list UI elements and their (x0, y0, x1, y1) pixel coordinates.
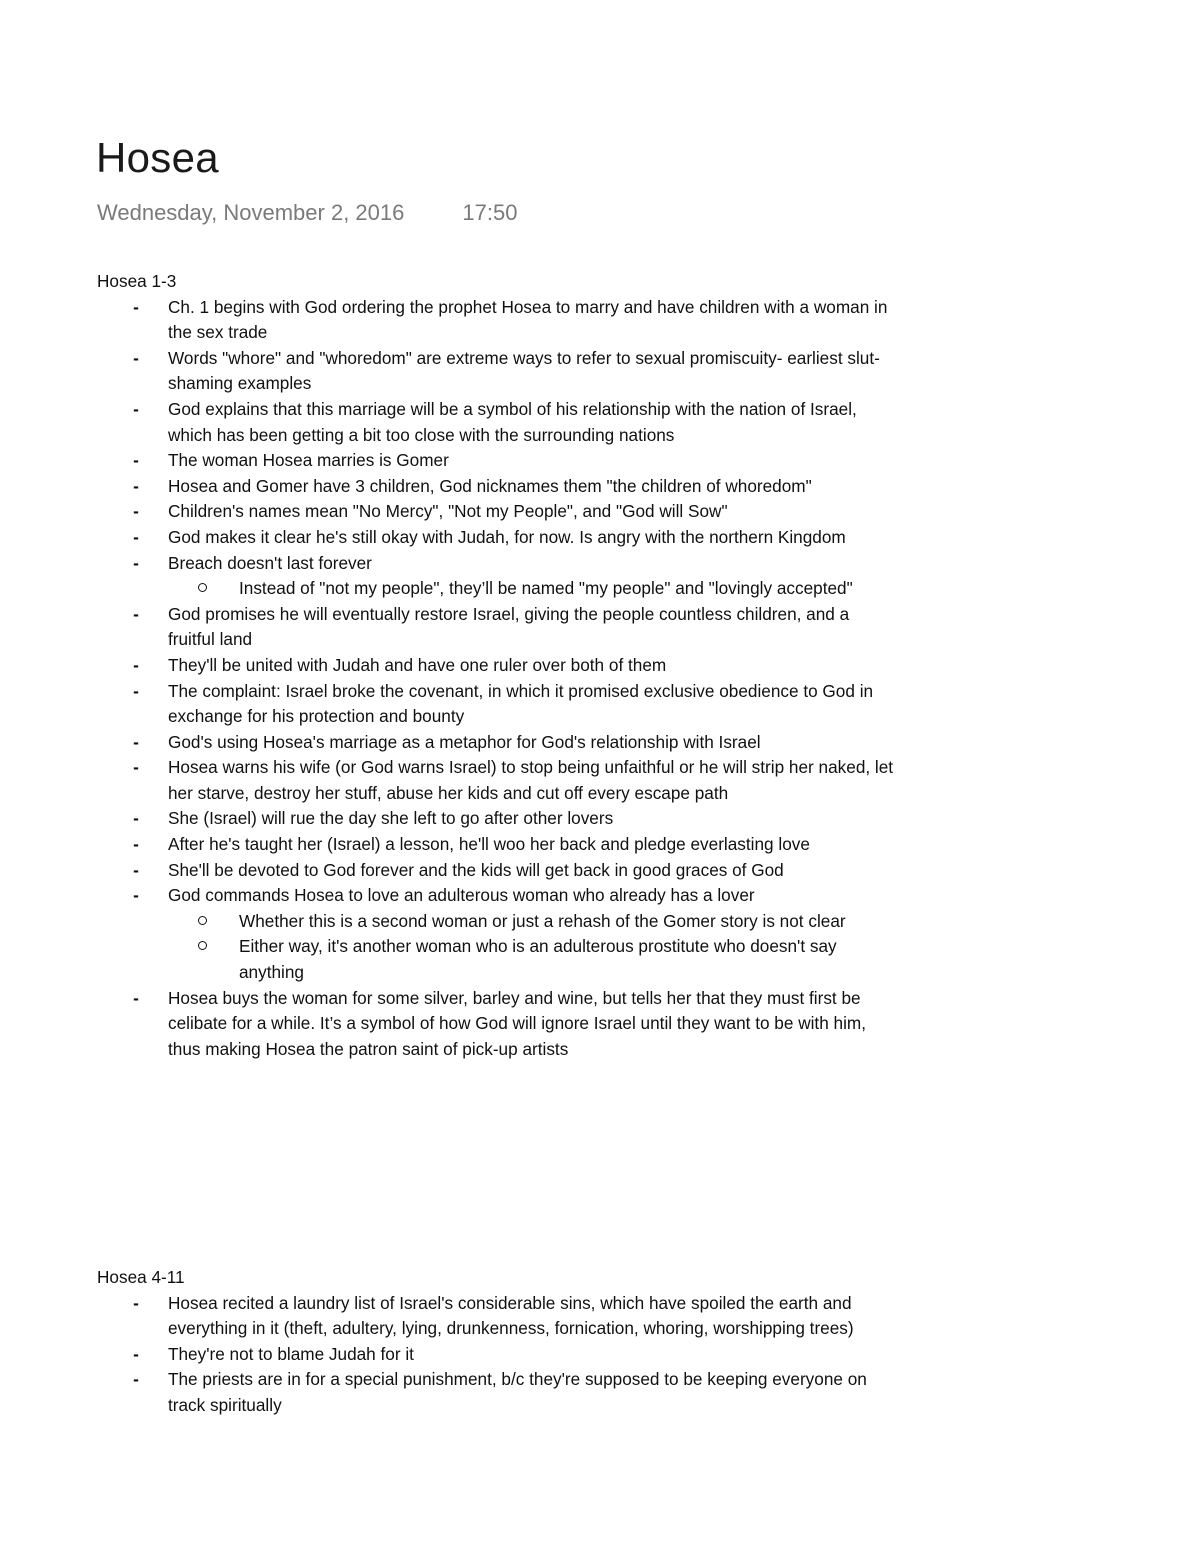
circle-bullet-icon (198, 583, 207, 592)
dash-bullet-icon: - (133, 450, 139, 471)
list-item (97, 1291, 897, 1342)
dash-bullet-icon: - (133, 731, 139, 752)
section-hosea-4-11 (97, 1265, 897, 1419)
list-item (97, 883, 897, 985)
list-item (97, 346, 897, 397)
dash-bullet-icon: - (133, 296, 139, 317)
section-heading: Hosea 1-3 (97, 271, 177, 291)
list-item (97, 653, 897, 679)
note-timestamp (97, 198, 517, 228)
list-item-text: God commands Hosea to love an adulterous woman who already has a lover (168, 885, 755, 906)
sub-list-item-text: Instead of "not my people", they’ll be named "my people" and "lovingly accepted" (239, 578, 853, 599)
list-item-text: God makes it clear he's still okay with Judah, for now. Is angry with the northern Kingdom (168, 526, 846, 547)
dash-bullet-icon: - (133, 680, 139, 701)
list-item-text: Hosea and Gomer have 3 children, God nicknames them "the children of whoredom" (168, 475, 812, 496)
list-item (97, 295, 897, 346)
list-item-text: Ch. 1 begins with God ordering the prophet Hosea to marry and have children with a woman in the sex trade (168, 296, 888, 343)
list-item-text: She (Israel) will rue the day she left to go after other lovers (168, 808, 614, 829)
page-title: Hosea (96, 134, 219, 181)
list-item-text: The priests are in for a special punishment, b/c they're supposed to be keeping everyone on track spiritually (168, 1369, 867, 1415)
note-time: 17:50 (462, 200, 518, 225)
list-item (97, 448, 897, 474)
dash-bullet-icon: - (133, 603, 139, 624)
circle-bullet-icon (198, 916, 207, 925)
list-item-text: She'll be devoted to God forever and the kids will get back in good graces of God (168, 859, 784, 880)
dash-bullet-icon: - (133, 757, 139, 778)
list-item (97, 755, 897, 806)
list-item (97, 474, 897, 500)
bullet-list (97, 1291, 897, 1419)
dash-bullet-icon: - (133, 834, 139, 855)
dash-bullet-icon: - (133, 859, 139, 880)
list-item-text: God explains that this marriage will be a symbol of his relationship with the nation of Israel, which has been getting a bit too close with the surrounding nations (168, 398, 857, 445)
list-item-text: Hosea warns his wife (or God warns Israel) to stop being unfaithful or he will strip her naked, let her starve, destroy her stuff, abuse her kids and cut off every escape path (168, 757, 894, 803)
list-item-text: Children's names mean "No Mercy", "Not my People", and "God will Sow" (168, 501, 728, 522)
list-item-text: Hosea recited a laundry list of Israel's considerable sins, which have spoiled the earth and everything in it (theft, adultery, lying, drunkenness, fornication, whoring, worshipping trees) (168, 1292, 854, 1339)
sub-list-item-text: Whether this is a second woman or just a rehash of the Gomer story is not clear (239, 910, 846, 931)
dash-bullet-icon: - (133, 1343, 139, 1364)
list-item-text: Breach doesn't last forever (168, 552, 372, 573)
section-heading: Hosea 4-11 (97, 1267, 185, 1287)
dash-bullet-icon: - (133, 885, 139, 906)
list-item (97, 832, 897, 858)
dash-bullet-icon: - (133, 808, 139, 829)
list-item-text: Hosea buys the woman for some silver, barley and wine, but tells her that they must first be celibate for a while. It’s a symbol of how God will ignore Israel until they want to be with him, thus making Hosea the patron saint of pick-up artists (168, 987, 867, 1059)
dash-bullet-icon: - (133, 475, 139, 496)
list-item-text: Words "whore" and "whoredom" are extreme ways to refer to sexual promiscuity- earliest slut-shaming examples (168, 347, 880, 394)
list-item (97, 397, 897, 448)
dash-bullet-icon: - (133, 526, 139, 547)
list-item (97, 499, 897, 525)
dash-bullet-icon: - (133, 654, 139, 675)
dash-bullet-icon: - (133, 1292, 139, 1313)
list-item (97, 551, 897, 602)
list-item-text: The woman Hosea marries is Gomer (168, 450, 449, 471)
sub-list-item (168, 909, 897, 935)
section-hosea-1-3 (97, 269, 897, 1062)
list-item-text: The complaint: Israel broke the covenant, in which it promised exclusive obedience to God in exchange for his protection and bounty (168, 680, 874, 727)
dash-bullet-icon: - (133, 398, 139, 419)
list-item-text: They're not to blame Judah for it (168, 1343, 414, 1364)
list-item (97, 1367, 897, 1418)
list-item (97, 1342, 897, 1368)
bullet-list (97, 295, 897, 1063)
list-item-text: God promises he will eventually restore Israel, giving the people countless children, and a fruitful land (168, 603, 850, 650)
sub-list-item (168, 576, 897, 602)
dash-bullet-icon: - (133, 347, 139, 368)
list-item-text: God's using Hosea's marriage as a metaphor for God's relationship with Israel (168, 731, 761, 752)
list-item (97, 602, 897, 653)
sub-list-item (168, 934, 897, 985)
list-item (97, 858, 897, 884)
list-item (97, 525, 897, 551)
dash-bullet-icon: - (133, 1369, 139, 1390)
list-item-text: They'll be united with Judah and have one ruler over both of them (168, 654, 667, 675)
note-date: Wednesday, November 2, 2016 (97, 200, 405, 225)
sub-list-item-text: Either way, it's another woman who is an adulterous prostitute who doesn't say anything (239, 936, 837, 983)
circle-bullet-icon (198, 941, 207, 950)
list-item (97, 679, 897, 730)
dash-bullet-icon: - (133, 501, 139, 522)
list-item (97, 730, 897, 756)
dash-bullet-icon: - (133, 987, 139, 1008)
sub-bullet-list (168, 576, 897, 602)
list-item-text: After he's taught her (Israel) a lesson, he'll woo her back and pledge everlasting love (168, 834, 810, 855)
sub-bullet-list (168, 909, 897, 986)
list-item (97, 986, 897, 1063)
dash-bullet-icon: - (133, 552, 139, 573)
list-item (97, 806, 897, 832)
